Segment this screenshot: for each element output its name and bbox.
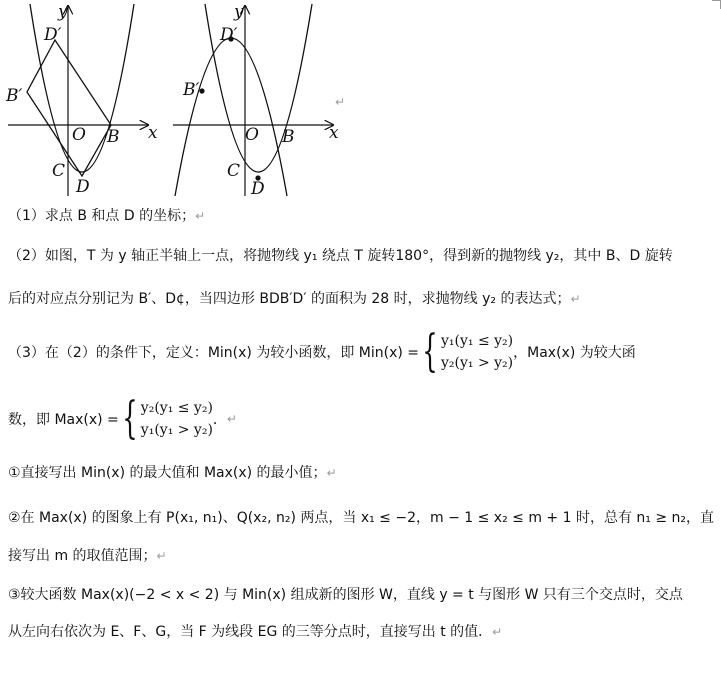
label-b-prime: B′ (183, 80, 200, 100)
min-brace: { (422, 326, 438, 377)
label-o: O (245, 125, 259, 145)
question-2-line-1: （2）如图，T 为 y 轴正半轴上一点，将抛物线 y₁ 绕点 T 旋转180°，得到新的抛物线 y₂，其中 B、D 旋转 (8, 248, 673, 264)
question-1: （1）求点 B 和点 D 的坐标；↵ (8, 208, 206, 224)
label-b: B (107, 127, 120, 147)
max-brace: { (122, 393, 138, 444)
label-d-prime: D′ (220, 25, 238, 45)
label-y: y (58, 2, 68, 22)
label-b-prime: B′ (6, 86, 23, 106)
paragraph-mark: ↵ (335, 95, 346, 109)
point-b-prime (199, 88, 204, 93)
page-corner-mark (712, 0, 721, 9)
question-3-part-2-line-1: ②在 Max(x) 的图象上有 P(x₁, n₁)、Q(x₂, n₂) 两点，当 x₁ ≤ −2，m − 1 ≤ x₂ ≤ m + 1 时，总有 n₁ ≥ n₂，直 (8, 510, 715, 526)
question-3-part-2-line-2: 接写出 m 的取值范围；↵ (8, 548, 167, 564)
label-x: x (329, 123, 339, 143)
label-x: x (148, 123, 158, 143)
label-o: O (72, 125, 86, 145)
label-y: y (234, 2, 244, 22)
label-d-prime: D′ (44, 25, 62, 45)
figure-right (165, 0, 345, 200)
question-3-line-2: 数，即 Max(x) = { y₂(y₁ ≤ y₂) y₁(y₁ > y₂) ． ↵ (8, 393, 237, 444)
label-c: C (227, 161, 241, 181)
question-3-part-3-line-1: ③较大函数 Max(x)(−2 < x < 2) 与 Min(x) 组成新的图形 W，直线 y = t 与图形 W 只有三个交点时，交点 (8, 587, 683, 603)
question-3-part-3-line-2: 从左向右依次为 E、F、G，当 F 为线段 EG 的三等分点时，直接写出 t 的值．↵ (8, 624, 503, 640)
label-d: D (76, 177, 90, 197)
question-3-part-1: ①直接写出 Min(x) 的最大值和 Max(x) 的最小值；↵ (8, 465, 337, 481)
label-c: C (52, 161, 66, 181)
question-3-line-1: （3）在（2）的条件下，定义：Min(x) 为较小函数，即 Min(x) = { y₁(y₁ ≤ y₂) y₂(y₁ > y₂) ，Max(x) 为较大函 (8, 326, 636, 377)
question-2-line-2: 后的对应点分别记为 B′、D¢，当四边形 BDB′D′ 的面积为 28 时，求抛物线 y₂ 的表达式；↵ (8, 291, 581, 307)
label-d: D (251, 179, 265, 199)
figure-left (0, 0, 170, 200)
min-cases: y₁(y₁ ≤ y₂) y₂(y₁ > y₂) (441, 333, 514, 371)
max-cases: y₂(y₁ ≤ y₂) y₁(y₁ > y₂) (140, 400, 213, 438)
label-b: B (282, 127, 295, 147)
